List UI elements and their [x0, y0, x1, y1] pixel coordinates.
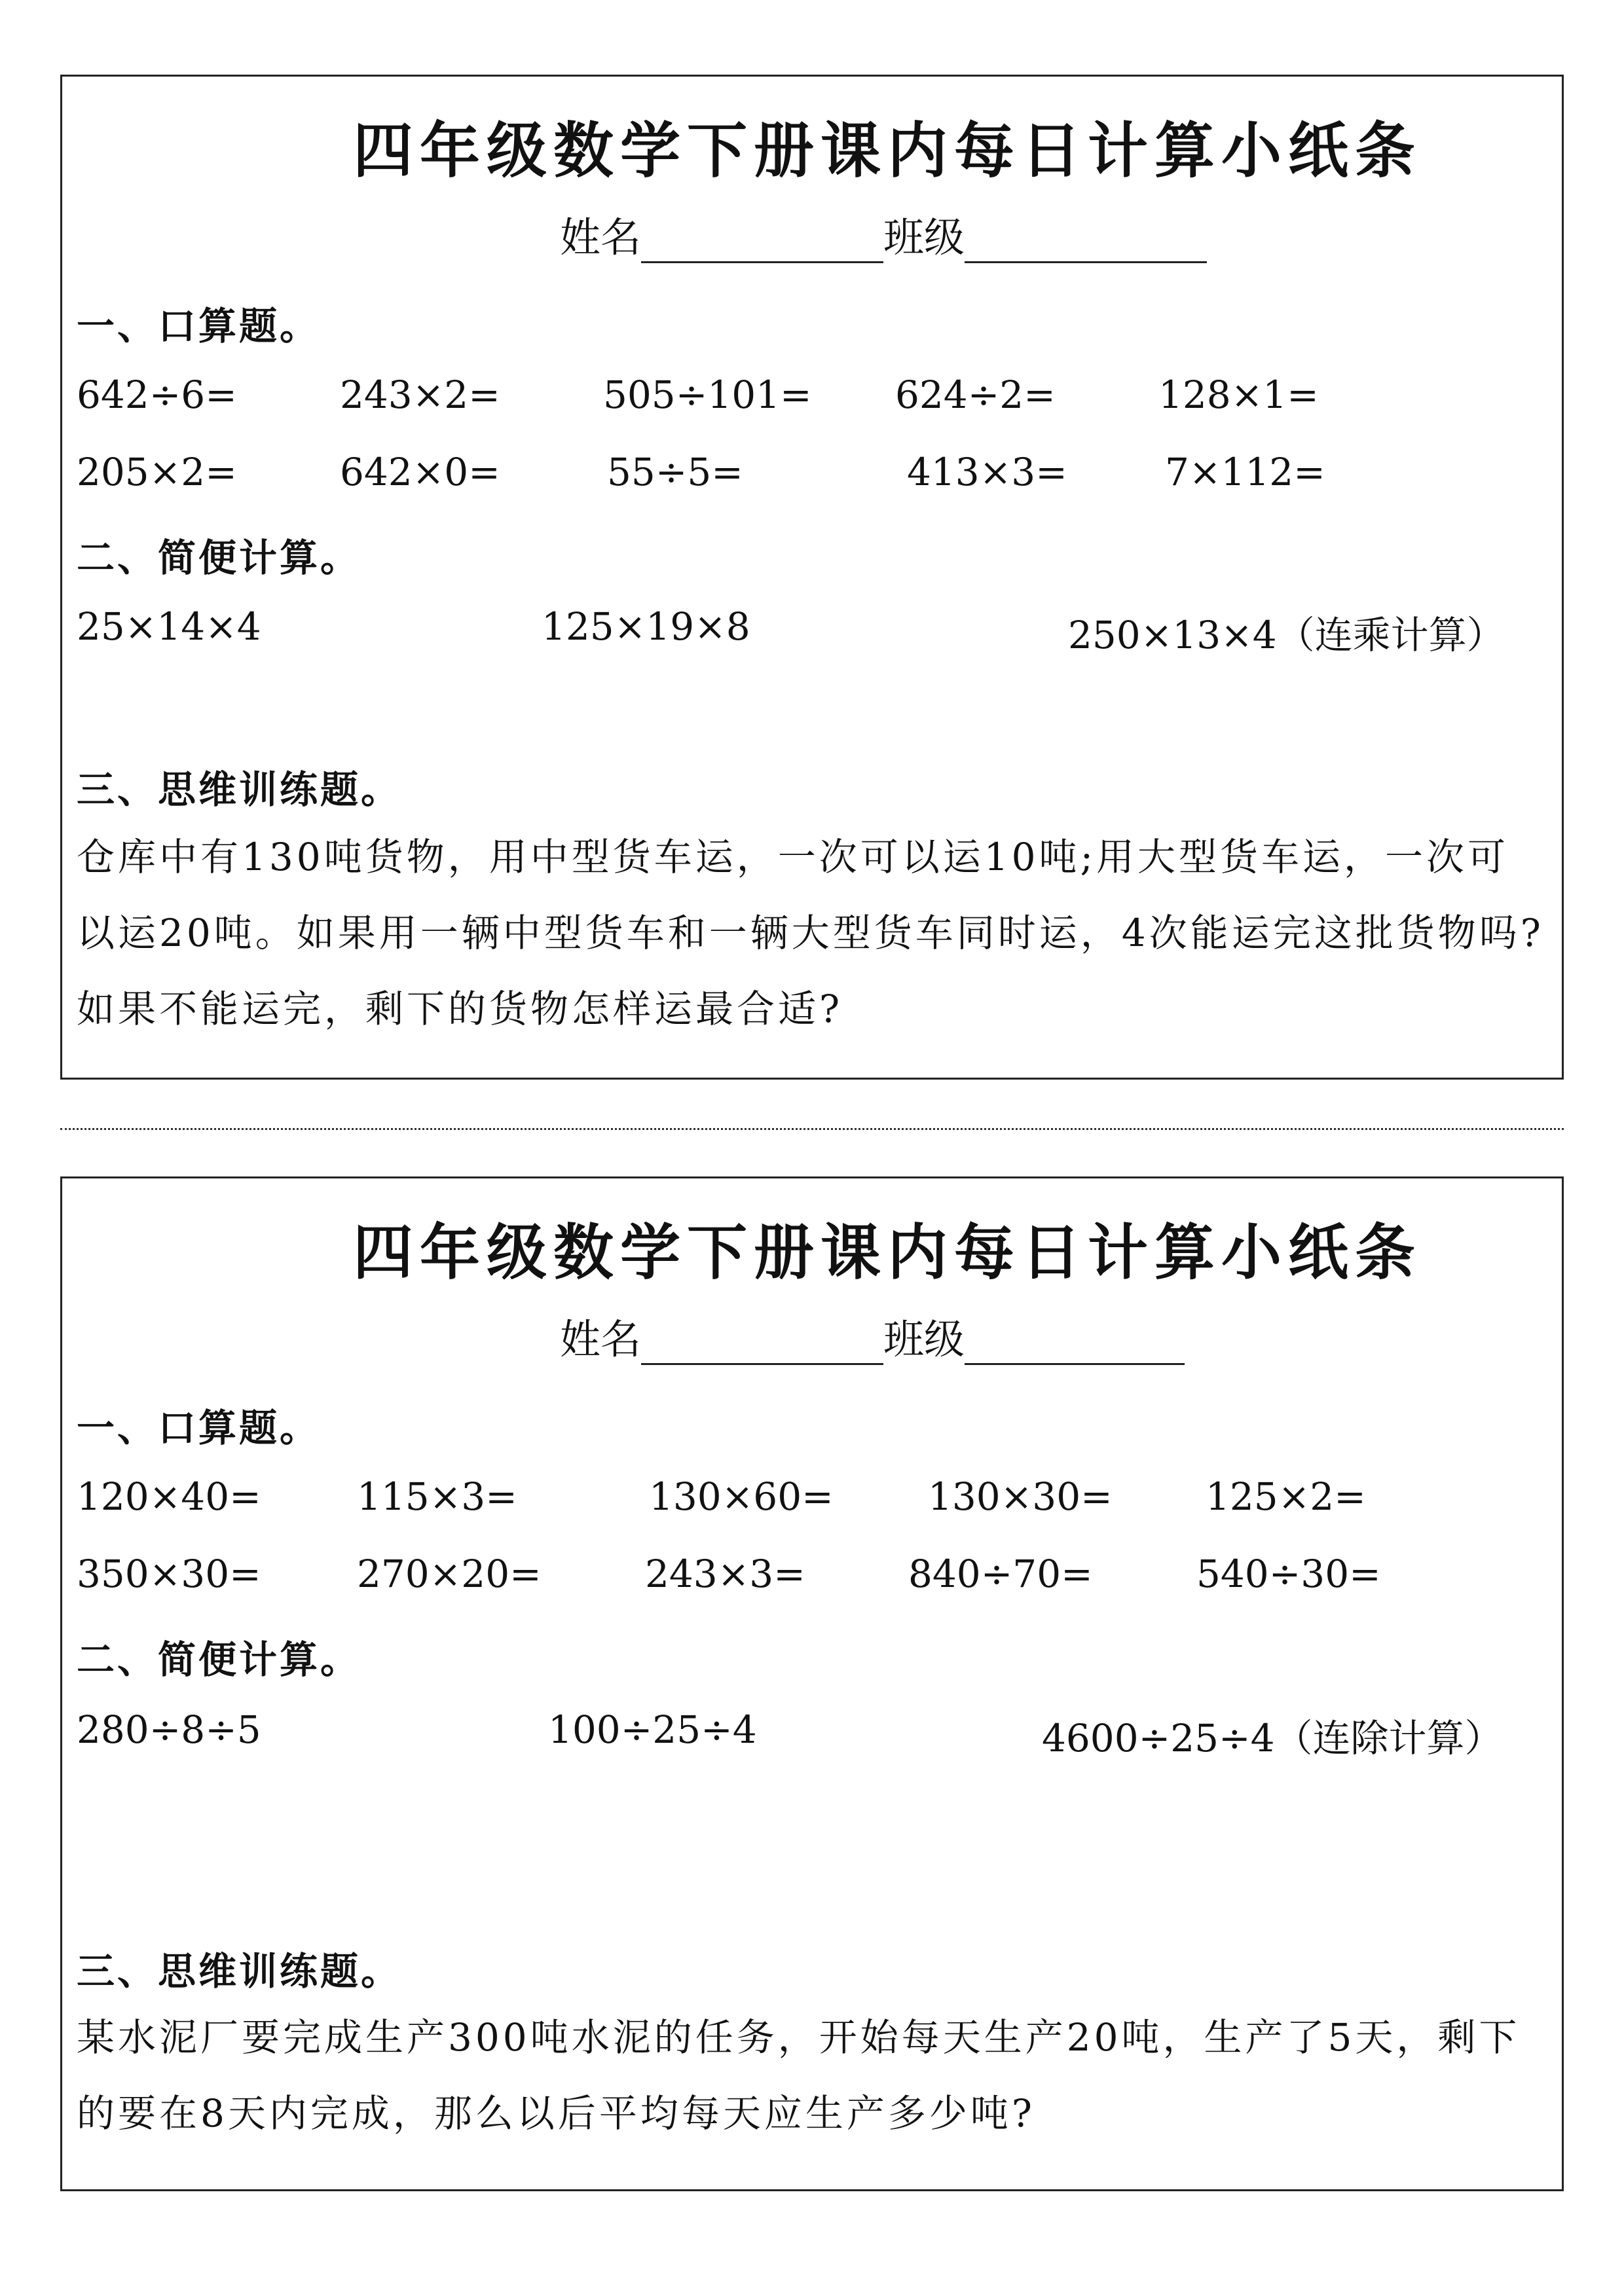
simple-problem: 4600÷25÷4（连除计算） [1042, 1716, 1503, 1760]
section-oral-heading: 一、口算题。 [77, 304, 321, 348]
class-blank[interactable] [965, 1324, 1185, 1365]
section-oral-heading: 一、口算题。 [77, 1406, 321, 1450]
slip-title: 四年级数学下册课内每日计算小纸条 [352, 115, 1422, 186]
oral-problem: 243×2= [340, 373, 500, 417]
section-thinking-heading: 三、思维训练题。 [77, 1949, 402, 1994]
simple-problem: 25×14×4 [77, 604, 261, 649]
class-label: 班级 [883, 1315, 965, 1363]
simple-problem: 125×19×8 [542, 604, 750, 649]
oral-problem: 413×3= [907, 450, 1067, 494]
oral-problem: 642×0= [340, 450, 500, 494]
class-label: 班级 [883, 213, 965, 261]
cut-line [60, 1128, 1564, 1130]
simple-problem: 250×13×4（连乘计算） [1068, 613, 1505, 657]
oral-problem: 505÷101= [603, 373, 812, 417]
oral-problem: 130×60= [649, 1474, 834, 1519]
name-blank[interactable] [641, 1324, 883, 1365]
oral-problem: 125×2= [1206, 1474, 1366, 1519]
slip-title: 四年级数学下册课内每日计算小纸条 [352, 1217, 1422, 1288]
simple-problem: 280÷8÷5 [77, 1707, 261, 1752]
simple-problem: 100÷25÷4 [548, 1707, 757, 1752]
oral-problem: 7×112= [1165, 450, 1325, 494]
oral-problem: 840÷70= [908, 1552, 1093, 1596]
oral-problem: 350×30= [77, 1552, 261, 1596]
oral-problem: 270×20= [357, 1552, 542, 1596]
oral-problem: 55÷5= [607, 450, 743, 494]
oral-problem: 130×30= [928, 1474, 1113, 1519]
oral-problem: 642÷6= [77, 373, 237, 417]
oral-problem: 115×3= [357, 1474, 517, 1519]
oral-problem: 540÷30= [1196, 1552, 1381, 1596]
oral-problem: 120×40= [77, 1474, 261, 1519]
class-blank[interactable] [965, 222, 1207, 263]
name-label: 姓名 [560, 1315, 642, 1363]
name-label: 姓名 [560, 213, 642, 261]
section-simple-heading: 二、简便计算。 [77, 536, 361, 580]
calculation-slip-2 [60, 1176, 1564, 2191]
section-simple-heading: 二、简便计算。 [77, 1637, 361, 1682]
calculation-slip-1 [60, 75, 1564, 1080]
word-problem: 某水泥厂要完成生产300吨水泥的任务，开始每天生产20吨，生产了5天，剩下的要在8天内完成，那么以后平均每天应生产多少吨? [77, 2015, 1521, 2136]
name-blank[interactable] [641, 222, 883, 263]
oral-problem: 243×3= [645, 1552, 805, 1596]
section-thinking-heading: 三、思维训练题。 [77, 767, 402, 812]
student-info-line [560, 1307, 1185, 1365]
student-info-line [560, 205, 1207, 263]
oral-problem: 128×1= [1158, 373, 1319, 417]
oral-problem: 624÷2= [895, 373, 1056, 417]
oral-problem: 205×2= [77, 450, 237, 494]
word-problem: 仓库中有130吨货物，用中型货车运，一次可以运10吨;用大型货车运，一次可以运20吨。如果用一辆中型货车和一辆大型货车同时运，4次能运完这批货物吗?如果不能运完，剩下的货物怎样运最合适? [77, 835, 1544, 1031]
